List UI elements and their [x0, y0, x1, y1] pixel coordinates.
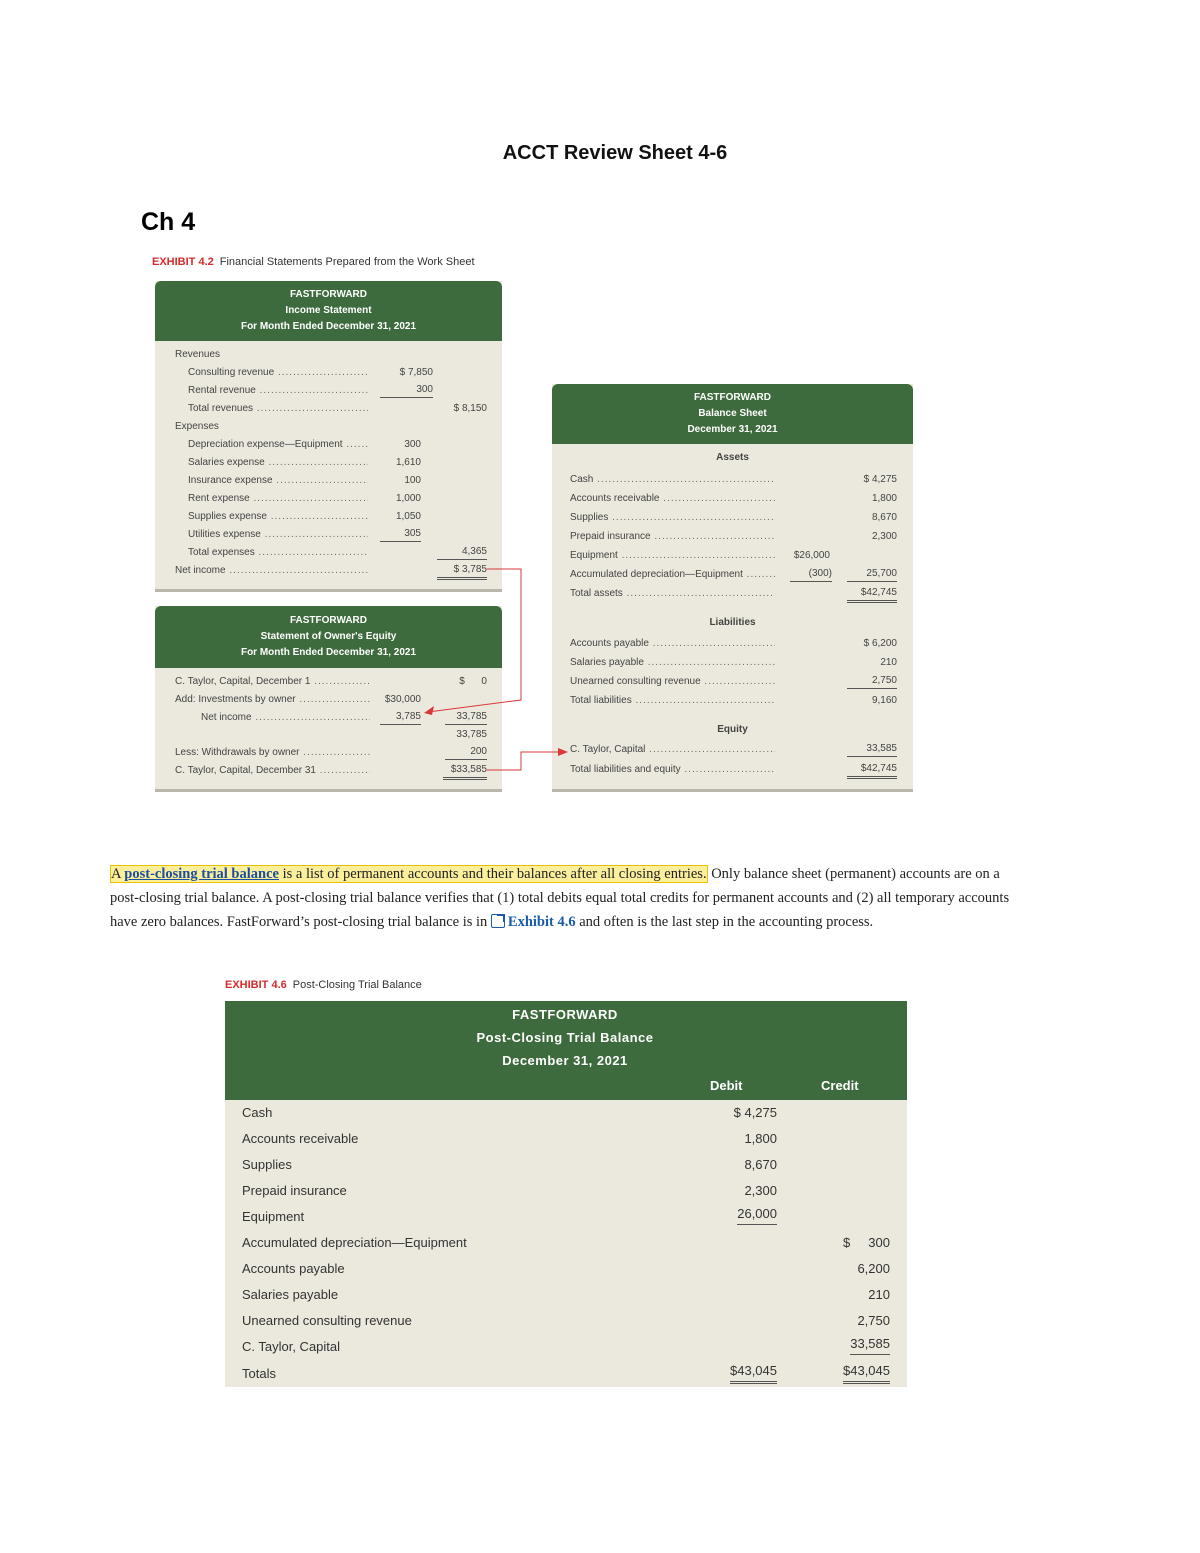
- bs-capital-row: C. Taylor, Capital ..... 33,585: [552, 741, 913, 759]
- consulting-revenue-row: Consulting revenue ..... $ 7,850: [155, 364, 502, 382]
- statement-name: Statement of Owner's Equity: [260, 631, 397, 642]
- asset-value: 2,300: [871, 531, 897, 542]
- total-expenses-row: Total expenses ..... 4,365: [155, 544, 502, 562]
- total-assets-row: Total assets ..... $42,745: [552, 585, 913, 603]
- company-name: FASTFORWARD: [693, 392, 772, 403]
- net-income-arrowhead: [424, 706, 434, 715]
- account-name: Accumulated depreciation—Equipment: [242, 1235, 467, 1250]
- expense-label: Rent expense .....: [188, 490, 368, 508]
- accumulated-depreciation-row: Accumulated depreciation—Equipment ..... (300) 25,700: [552, 566, 913, 584]
- account-name: Cash: [242, 1105, 273, 1120]
- expense-label: Supplies expense .....: [188, 508, 368, 526]
- totals-label: Totals: [242, 1366, 276, 1381]
- table-row: [225, 1152, 907, 1178]
- credit-value: 6,200: [857, 1261, 890, 1276]
- withdrawals-row: Less: Withdrawals by owner ..... 200: [155, 744, 502, 762]
- table-row: [225, 1178, 907, 1204]
- oe-subtotal-row: 33,785: [456, 729, 487, 740]
- assets-heading: Assets: [716, 452, 749, 463]
- totals-row: [225, 1361, 907, 1387]
- capital-arrowhead: [558, 748, 568, 756]
- table-row: [225, 1282, 907, 1308]
- debit-value: 1,800: [744, 1131, 777, 1146]
- exhibit-title: Financial Statements Prepared from the Work Sheet: [219, 256, 475, 268]
- exhibit-4-6-link[interactable]: Exhibit 4.6: [507, 914, 576, 930]
- liability-value: $ 6,200: [863, 638, 897, 649]
- account-name: Accounts payable: [242, 1261, 345, 1276]
- table-row: [225, 1100, 907, 1126]
- account-name: Supplies: [242, 1157, 292, 1172]
- exhibit-number: EXHIBIT 4.2: [152, 256, 214, 268]
- account-name: Prepaid insurance: [242, 1183, 347, 1198]
- credit-value: 33,585: [850, 1334, 890, 1355]
- chapter-heading: Ch 4: [141, 208, 196, 236]
- asset-label: Supplies .....: [570, 509, 775, 527]
- expenses-heading: Expenses: [175, 421, 219, 432]
- debit-value: 2,300: [744, 1183, 777, 1198]
- expense-label: Utilities expense .....: [188, 526, 368, 544]
- account-name: Equipment: [242, 1209, 305, 1224]
- credit-value: $ 300: [843, 1235, 890, 1250]
- company-name: FASTFORWARD: [289, 289, 368, 300]
- statement-period: For Month Ended December 31, 2021: [240, 647, 417, 658]
- expense-label: Salaries expense .....: [188, 454, 368, 472]
- statement-name: Post-Closing Trial Balance: [476, 1030, 654, 1045]
- statement-name: Balance Sheet: [698, 408, 767, 419]
- capital-begin-row: C. Taylor, Capital, December 1 ..... $ 0: [155, 673, 502, 691]
- liability-value: 2,750: [847, 673, 897, 689]
- document-title: ACCT Review Sheet 4-6: [502, 142, 728, 164]
- definition-highlight: A post-closing trial balance is a list of permanent accounts and their balances after all closing entries.: [111, 866, 707, 882]
- expense-value: 1,610: [395, 457, 421, 468]
- expense-value: 300: [404, 439, 421, 450]
- company-name: FASTFORWARD: [289, 615, 368, 626]
- asset-value: 8,670: [871, 512, 897, 523]
- expense-value: 100: [404, 475, 421, 486]
- liability-value: 210: [880, 657, 897, 668]
- capital-end-row: C. Taylor, Capital, December 31 ..... $33,585: [155, 762, 502, 780]
- post-closing-trial-balance: [225, 1001, 907, 1387]
- asset-value: 1,800: [871, 493, 897, 504]
- equity-heading: Equity: [717, 724, 748, 735]
- liability-label: Accounts payable .....: [570, 635, 775, 653]
- liabilities-heading: Liabilities: [709, 617, 756, 628]
- post-closing-paragraph: A post-closing trial balance is a list of permanent accounts and their balances after all closing entries. Only balance sheet (permanent) accounts are on a post-closing trial balance. A post-closing trial balance verifies that (1) total debits equal total credits for permanent accounts and (2) all temporary accounts have zero balances. FastForward’s post-closing trial balance is in Exhibit 4.6 and often is the last step in the accounting process.: [110, 866, 1010, 930]
- total-credit: $43,045: [843, 1361, 890, 1384]
- account-name: Salaries payable: [242, 1287, 339, 1302]
- exhibit-number: EXHIBIT 4.6: [225, 979, 287, 991]
- expense-label: Insurance expense .....: [188, 472, 368, 490]
- exhibit-title: Post-Closing Trial Balance: [292, 979, 422, 991]
- revenues-heading: Revenues: [175, 349, 221, 360]
- statement-period: For Month Ended December 31, 2021: [240, 321, 417, 332]
- statement-date: December 31, 2021: [687, 424, 778, 435]
- debit-value: $ 4,275: [733, 1105, 777, 1120]
- account-name: Unearned consulting revenue: [242, 1313, 412, 1328]
- total-revenues-row: Total revenues ..... $ 8,150: [155, 400, 502, 418]
- company-name: FASTFORWARD: [512, 1007, 618, 1022]
- account-name: Accounts receivable: [242, 1131, 359, 1146]
- asset-label: Cash .....: [570, 471, 775, 489]
- exhibit-4-6-caption: [225, 979, 422, 991]
- asset-label: Prepaid insurance .....: [570, 528, 775, 546]
- debit-value: 26,000: [737, 1204, 777, 1225]
- total-liabilities-equity-row: Total liabilities and equity ..... $42,745: [552, 761, 913, 779]
- investments-row: Add: Investments by owner ..... $30,000: [155, 691, 502, 709]
- credit-value: 2,750: [857, 1313, 890, 1328]
- table-row: [225, 1204, 907, 1230]
- credit-header: Credit: [821, 1078, 859, 1093]
- debit-value: 8,670: [744, 1157, 777, 1172]
- liability-label: Unearned consulting revenue .....: [570, 673, 775, 691]
- equipment-row: Equipment ..... $26,000: [552, 547, 913, 565]
- net-income-arrow: [428, 569, 521, 712]
- rental-revenue-row: Rental revenue ..... 300: [155, 382, 502, 400]
- table-row: [225, 1126, 907, 1152]
- expense-value: 1,000: [395, 493, 421, 504]
- liability-label: Salaries payable .....: [570, 654, 775, 672]
- expense-label: Depreciation expense—Equipment .....: [188, 436, 368, 454]
- table-row: [225, 1308, 907, 1334]
- credit-value: 210: [868, 1287, 890, 1302]
- asset-label: Accounts receivable .....: [570, 490, 775, 508]
- expense-value: 305: [380, 526, 421, 542]
- expense-value: 1,050: [395, 511, 421, 522]
- oe-net-income-row: Net income ..... 3,785 33,785: [155, 709, 502, 727]
- term-link[interactable]: post-closing trial balance: [124, 866, 279, 882]
- debit-header: Debit: [710, 1078, 743, 1093]
- total-liabilities-row: Total liabilities ..... 9,160: [552, 692, 913, 710]
- external-link-icon[interactable]: [491, 914, 505, 928]
- net-income-row: Net income ..... $ 3,785: [155, 562, 502, 580]
- table-row: [225, 1256, 907, 1282]
- statement-date: December 31, 2021: [502, 1053, 628, 1068]
- statement-name: Income Statement: [285, 305, 372, 316]
- table-row: [225, 1230, 907, 1256]
- total-debit: $43,045: [730, 1361, 777, 1384]
- trial-balance-header: [225, 1001, 907, 1100]
- asset-value: $ 4,275: [863, 474, 897, 485]
- account-name: C. Taylor, Capital: [242, 1339, 341, 1354]
- table-row: [225, 1334, 907, 1360]
- capital-arrow: [487, 752, 562, 770]
